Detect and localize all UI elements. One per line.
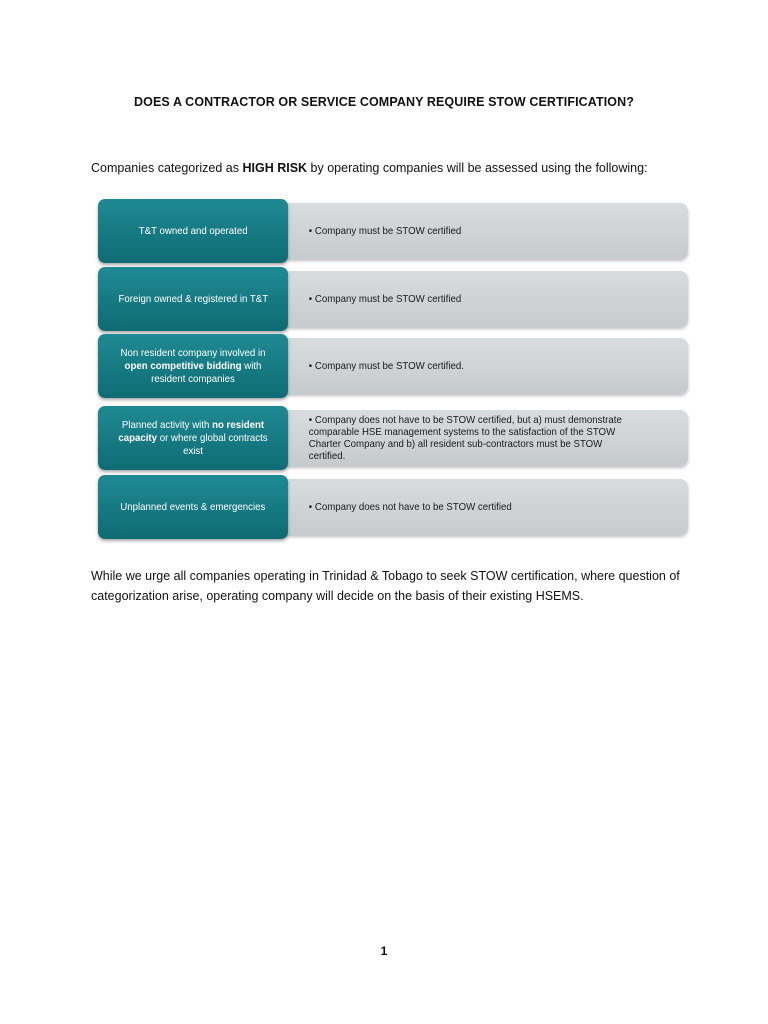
intro-emphasis: HIGH RISK <box>242 161 308 175</box>
criteria-row <box>98 203 688 259</box>
closing-paragraph: While we urge all companies operating in Trinidad & Tobago to seek STOW certification, where question of categorization arise, operating company will decide on the basis of their existing HSEMS. <box>91 569 680 603</box>
criteria-label-after: or where global contracts exist <box>157 431 268 457</box>
criteria-row <box>98 338 688 394</box>
page-number: 1 <box>380 944 388 958</box>
criteria-label-text <box>106 419 281 458</box>
criteria-label <box>98 267 288 331</box>
criteria-label <box>98 406 288 470</box>
page-title: DOES A CONTRACTOR OR SERVICE COMPANY REQUIRE STOW CERTIFICATION? <box>134 95 634 109</box>
criteria-label <box>98 334 288 398</box>
criteria-detail-text: • Company must be STOW certified <box>308 225 462 237</box>
criteria-detail <box>272 338 688 394</box>
criteria-detail <box>272 410 688 466</box>
intro-paragraph <box>91 161 691 175</box>
criteria-label-emphasis: no resident capacity <box>118 418 265 444</box>
criteria-label-text <box>106 347 281 386</box>
criteria-row <box>98 479 688 535</box>
criteria-label-after: with resident companies <box>151 359 262 385</box>
criteria-label-before: Non resident company involved in <box>120 346 266 359</box>
criteria-label-emphasis: open competitive bidding <box>124 359 242 372</box>
criteria-label-text: T&T owned and operated <box>138 224 248 237</box>
intro-text-after: by operating companies will be assessed using the following: <box>307 161 648 175</box>
intro-text-before: Companies categorized as <box>91 161 243 175</box>
criteria-detail-text: • Company does not have to be STOW certified <box>308 501 512 513</box>
criteria-detail-text: • Company does not have to be STOW certified, but a) must demonstrate comparable HSE management systems to the satisfaction of the STOW Charter Company and b) all resident sub-contractors must be STOW certified. <box>308 414 622 462</box>
criteria-detail-text: • Company must be STOW certified <box>308 293 462 305</box>
criteria-detail <box>272 203 688 259</box>
criteria-label-text: Foreign owned & registered in T&T <box>118 292 268 305</box>
criteria-detail-text: • Company must be STOW certified. <box>308 360 464 372</box>
criteria-detail <box>272 479 688 535</box>
criteria-label <box>98 199 288 263</box>
criteria-detail <box>272 271 688 327</box>
criteria-label-before: Planned activity with <box>121 418 213 431</box>
criteria-label-text: Unplanned events & emergencies <box>120 500 266 513</box>
criteria-label <box>98 475 288 539</box>
criteria-row <box>98 410 688 466</box>
criteria-row <box>98 271 688 327</box>
